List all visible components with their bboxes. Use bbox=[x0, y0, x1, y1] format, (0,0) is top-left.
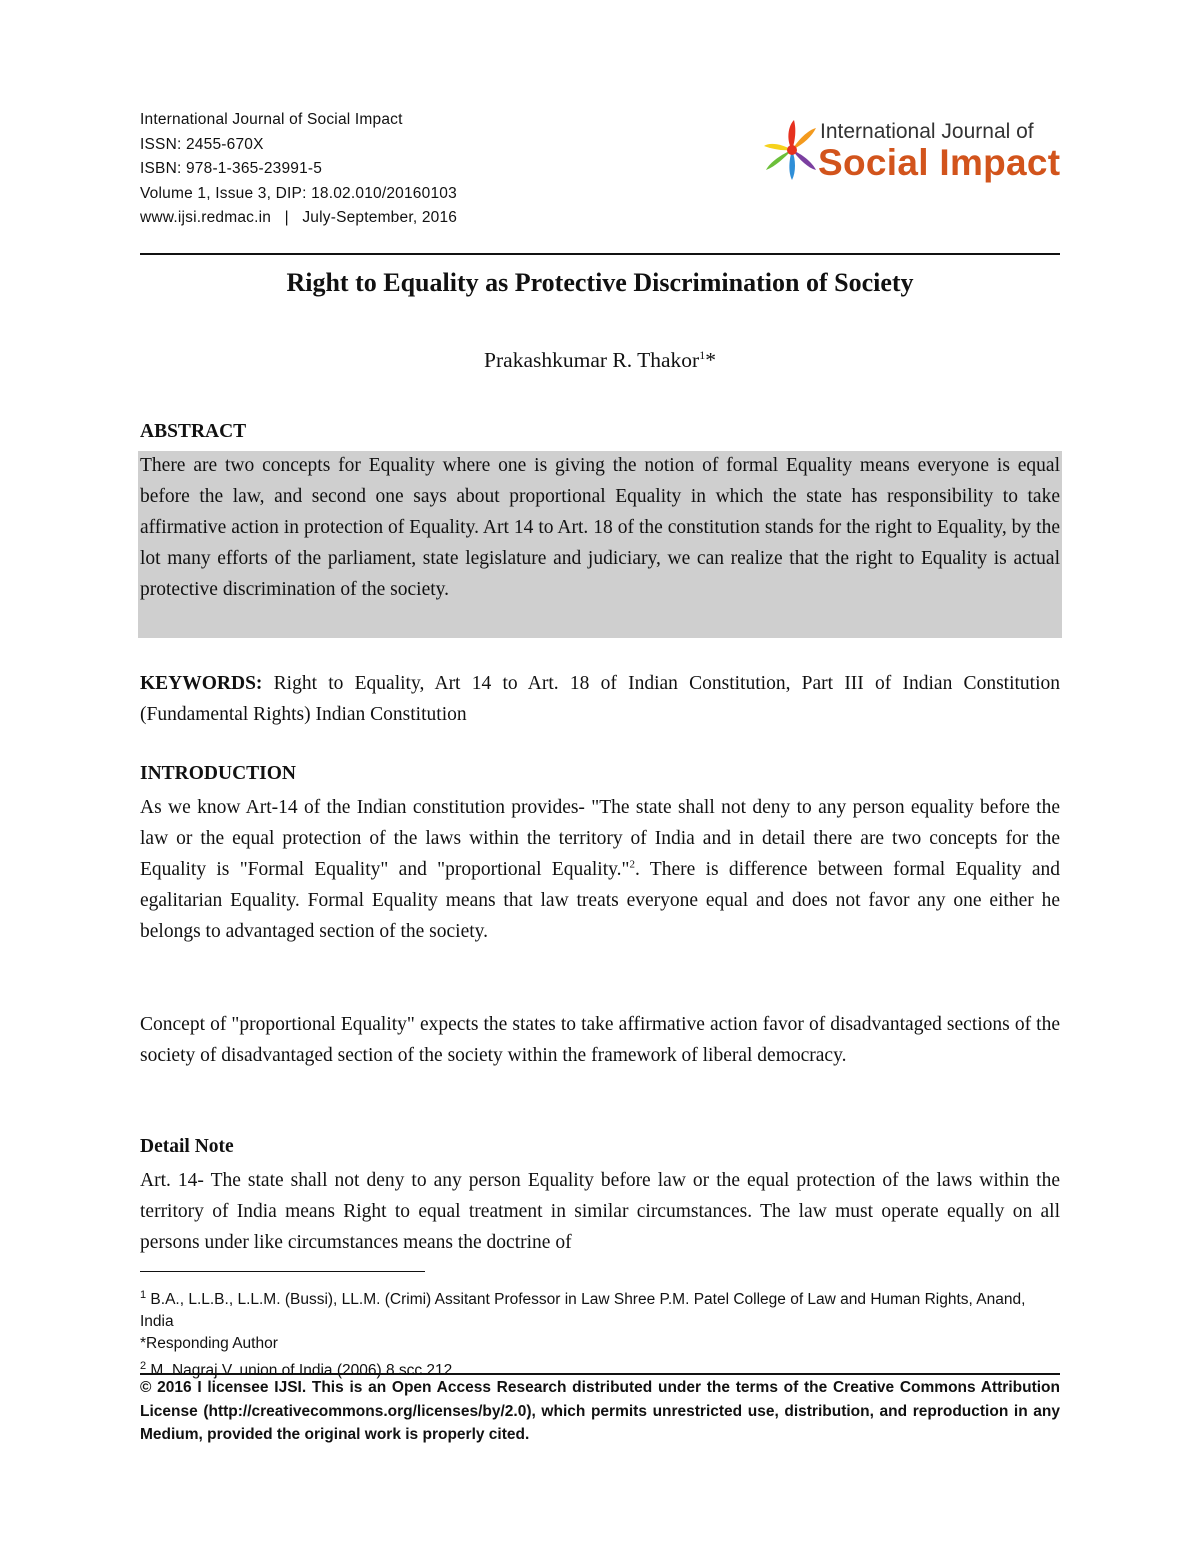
abstract-heading: ABSTRACT bbox=[140, 421, 247, 442]
footnote-2-mark: 2 bbox=[140, 1360, 147, 1373]
license-notice: © 2016 I licensee IJSI. This is an Open Access Research distributed under the terms of the Creative Commons Attribution License (http://creativecommons.org/licenses/by/2.0), which permits unrestricted use, distribution, and reproduction in any Medium, provided the original work is properly cited. bbox=[140, 1379, 1060, 1443]
footnote-2-text: M. Nagraj V. union of India (2006) 8 scc 212 bbox=[146, 1362, 453, 1380]
website-date: www.ijsi.redmac.in | July-September, 2016 bbox=[140, 209, 458, 226]
detail-note-heading: Detail Note bbox=[140, 1136, 234, 1157]
responding-author-note: *Responding Author bbox=[140, 1335, 278, 1353]
header-divider bbox=[140, 253, 1060, 255]
logo-text-line1: International Journal of bbox=[820, 120, 1034, 143]
intro-footnote-ref: 2 bbox=[629, 858, 635, 871]
paper-title: Right to Equality as Protective Discrimination of Society bbox=[286, 268, 914, 297]
license-divider bbox=[140, 1373, 1060, 1375]
introduction-paragraph-2: Concept of "proportional Equality" expects the states to take affirmative action favor of disadvantaged sections of the society of disadvantaged section of the society within the framework of liberal democracy. bbox=[140, 1014, 1060, 1066]
keywords-label: KEYWORDS: bbox=[140, 673, 263, 694]
journal-header-info bbox=[140, 108, 457, 231]
abstract-text: There are two concepts for Equality where one is giving the notion of formal Equality means everyone is equal before the law, and second one says about proportional Equality in which the state has responsibility to take affirmative action in protection of Equality. Art 14 to Art. 18 of the constitution stands for the right to Equality, by the lot many efforts of the parliament, state legislature and judiciary, we can realize that the right to Equality is actual protective discrimination of the society. bbox=[140, 455, 1060, 600]
detail-note-text: Art. 14- The state shall not deny to any person Equality before law or the equal protection of the laws within the territory of India means Right to equal treatment in similar circumstances. The law must operate equally on all persons under like circumstances means the doctrine of bbox=[140, 1170, 1060, 1253]
author-name: Prakashkumar R. Thakor bbox=[484, 348, 700, 373]
journal-name: International Journal of Social Impact bbox=[140, 111, 403, 128]
introduction-paragraph-1 bbox=[140, 792, 1060, 947]
volume-issue: Volume 1, Issue 3, DIP: 18.02.010/20160103 bbox=[140, 184, 457, 202]
logo-text-line2: Social Impact bbox=[818, 142, 1061, 183]
keywords-text: Right to Equality, Art 14 to Art. 18 of Indian Constitution, Part III of Indian Constitution (Fundamental Rights) Indian Constitution bbox=[140, 673, 1060, 725]
author-line bbox=[140, 348, 1060, 373]
author-star: * bbox=[705, 348, 716, 373]
footnotes bbox=[140, 1284, 1060, 1382]
keywords-paragraph bbox=[140, 668, 1060, 730]
isbn: ISBN: 978-1-365-23991-5 bbox=[140, 160, 323, 177]
hands-icon bbox=[762, 110, 822, 190]
author-footnote-mark: 1 bbox=[699, 348, 706, 362]
footnote-divider bbox=[140, 1271, 425, 1272]
issn: ISSN: 2455-670X bbox=[140, 135, 264, 153]
introduction-heading: INTRODUCTION bbox=[140, 763, 297, 784]
intro-p1-part-a: As we know Art-14 of the Indian constitution provides- "The state shall not deny to any person equality before the law or the equal protection of the laws within the territory of India and in detail there are two concepts for the Equality is "Formal Equality" and "proportional Equality." bbox=[140, 797, 1060, 880]
footnote-1 bbox=[140, 1284, 1060, 1333]
footnote-1-text: B.A., L.L.B., L.L.M. (Bussi), LL.M. (Crimi) Assitant Professor in Law Shree P.M. Patel College of Law and Human Rights, Anand, India bbox=[140, 1291, 1026, 1331]
footnote-1-mark: 1 bbox=[140, 1289, 147, 1301]
intro-p1-part-b: . There is difference between formal Equality and egalitarian Equality. Formal Equality means that law treats everyone equal and does not favor any one either he belongs to advantaged section of the society. bbox=[140, 859, 1061, 942]
journal-logo bbox=[762, 110, 1072, 190]
